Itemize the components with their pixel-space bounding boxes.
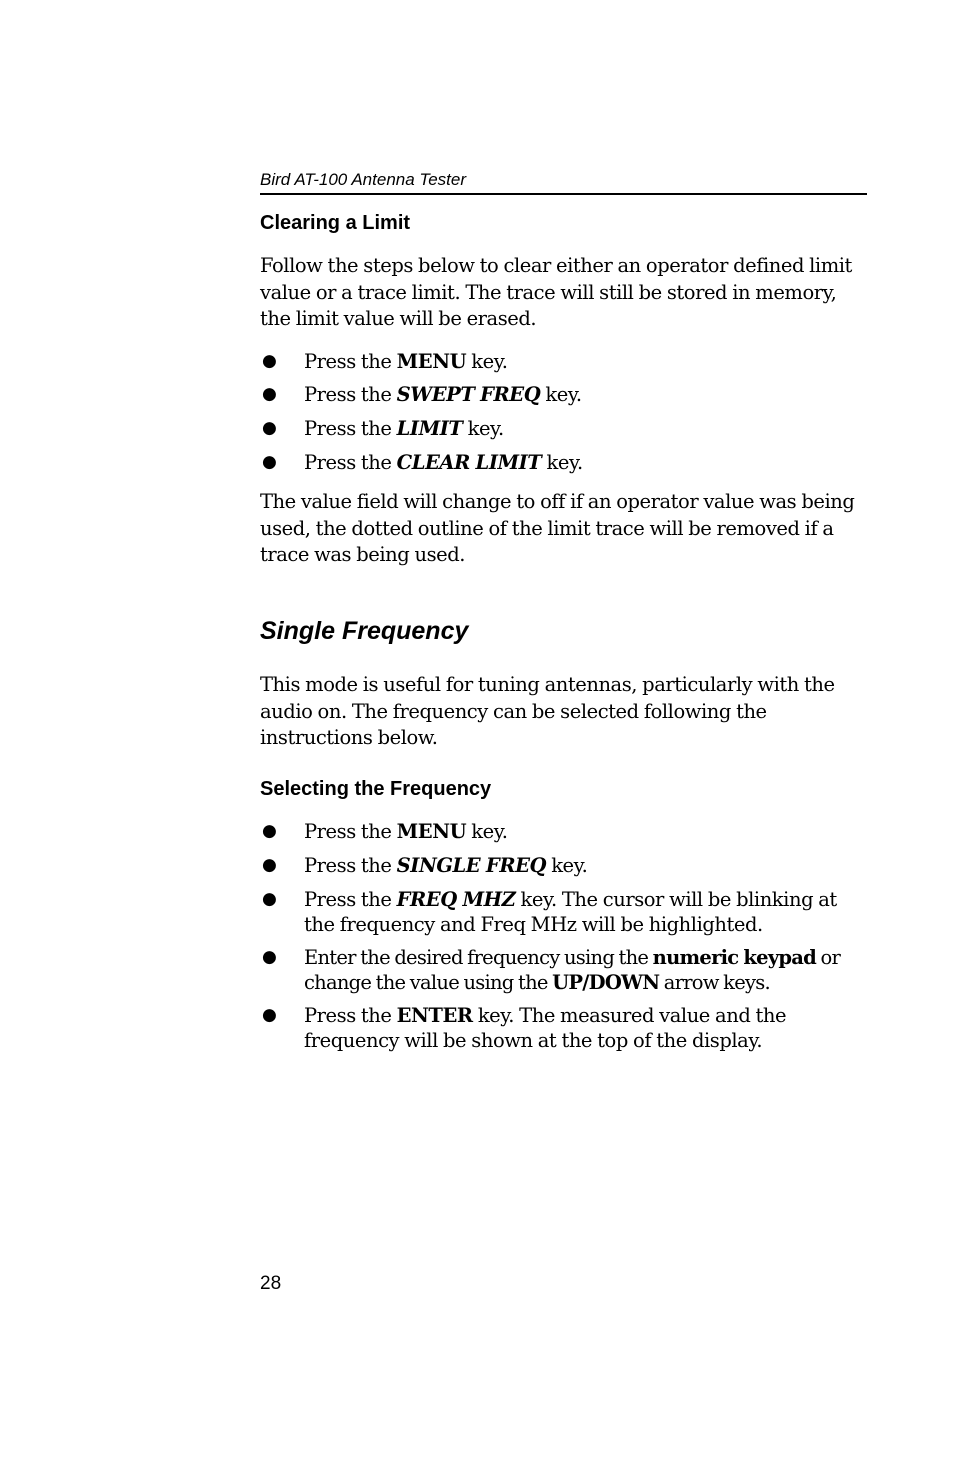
key-name: numeric keypad xyxy=(652,946,817,969)
selecting-frequency-heading: Selecting the Frequency xyxy=(260,778,492,800)
key-name: CLEAR LIMIT xyxy=(396,451,542,474)
key-name: UP/DOWN xyxy=(552,971,660,994)
bullet-icon: ● xyxy=(262,1005,277,1025)
bullet-icon: ● xyxy=(262,821,277,841)
running-header: Bird AT-100 Antenna Tester xyxy=(260,169,867,195)
key-name: MENU xyxy=(396,820,467,843)
key-name: ENTER xyxy=(396,1004,473,1027)
key-name: LIMIT xyxy=(396,417,463,440)
manual-page: Bird AT-100 Antenna Tester Clearing a Limit Follow the steps below to clear either an operator defined limit value or a trace limit. The trace will still be stored in memory, the limit value will be erased. ● Press the MENU key. ● Press the SWEPT FREQ key. ● Press the LIMIT key. ● Press the CLEAR LIMIT key. The value field will change to off if an operator value was being used, the dotted outline of the limit trace will be removed if a trace was being used. Single Frequency This mode is useful for tuning antennas, particularly with the audio on. The frequency can be selected following the instructions below. Selecting the Frequency ● Press the MENU key. ● Press the SINGLE FREQ key. ● Press the FREQ MHZ key. The cursor will be blinking at the frequency and Freq MHz will be highlighted. ● Enter the desired frequency using the numeric keypad or change the value using the UP/DOWN arrow keys. ● Press the ENTER key. The measured value and the frequency will be shown at the top of the display. 28 xyxy=(0,0,954,1475)
bullet-icon: ● xyxy=(262,889,277,909)
single-frequency-intro: This mode is useful for tuning antennas, particularly with the audio on. The frequency can be selected following the instructions below. xyxy=(260,673,835,749)
bullet-icon: ● xyxy=(262,418,277,438)
key-name: SINGLE FREQ xyxy=(396,854,547,877)
bullet-icon: ● xyxy=(262,452,277,472)
bullet-icon: ● xyxy=(262,384,277,404)
page-number: 28 xyxy=(260,1273,282,1294)
key-name: MENU xyxy=(396,350,467,373)
clearing-limit-outro: The value field will change to off if an operator value was being used, the dotted outline of the limit trace will be removed if a trace was being used. xyxy=(260,490,855,566)
key-name: FREQ MHZ xyxy=(396,888,516,911)
bullet-icon: ● xyxy=(262,351,277,371)
key-name: SWEPT FREQ xyxy=(396,383,541,406)
clearing-limit-heading: Clearing a Limit xyxy=(260,212,411,234)
bullet-icon: ● xyxy=(262,947,277,967)
single-frequency-heading: Single Frequency xyxy=(260,617,469,645)
clearing-limit-intro: Follow the steps below to clear either an operator defined limit value or a trace limit. The trace will still be stored in memory, the limit value will be erased. xyxy=(260,254,852,330)
bullet-icon: ● xyxy=(262,855,277,875)
